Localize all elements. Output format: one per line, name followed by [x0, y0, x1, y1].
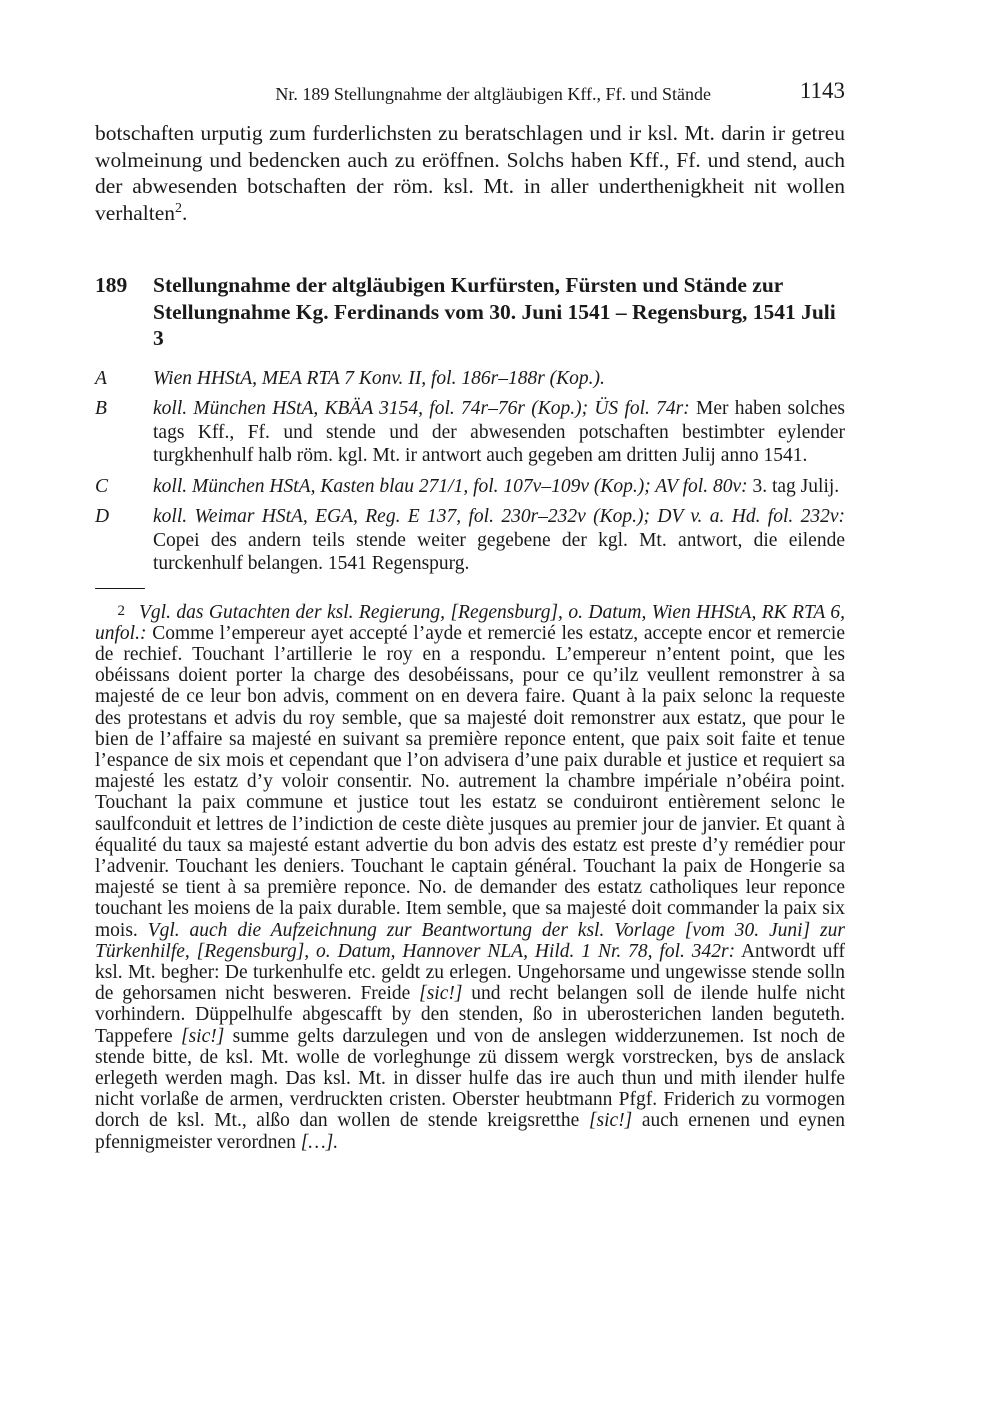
source-description: Mer haben solches tags Kff., Ff. und stende und der abwesenden potschaften bestimbter eylender turgkhenhulf halb röm. kgl. Mt. ir antwort auch gegeben am dritten Julij anno 1541. [153, 398, 845, 466]
document-number: 189 [95, 273, 128, 297]
source-description: Copei des andern teils stende weiter gegebene der kgl. Mt. antwort, die eilende turckenhulf belangen. 1541 Regenspurg. [153, 529, 845, 574]
source-text [153, 505, 845, 576]
footnote-divider [95, 588, 145, 589]
source-entry [95, 367, 845, 391]
continuation-text: botschaften urputig zum furderlichsten zu beratschlagen und ir ksl. Mt. darin ir getreu wolmeinung und bedencken auch zu eröffnen. Solchs haben Kff., Ff. und stend, auch der abwesenden botschaften der röm. ksl. Mt. in aller underthenigkheit nit wollen verhalten [95, 121, 845, 225]
continuation-paragraph [95, 120, 845, 226]
footnote-text: auch ernenen und eynen pfennigmeister verordnen [95, 1110, 845, 1153]
source-citation: koll. München HStA, Kasten blau 271/1, fol. 107v–109v (Kop.); AV fol. 80v: [153, 475, 748, 497]
source-description: 3. tag Julij. [747, 475, 840, 497]
footnote-citation: [sic!] [419, 983, 463, 1005]
source-label: C [95, 475, 109, 497]
footnote-body [95, 602, 845, 1153]
source-citation: koll. Weimar HStA, EGA, Reg. E 137, fol. 230r–232v (Kop.); DV v. a. Hd. fol. 232v: [153, 506, 845, 527]
continuation-end: . [182, 200, 188, 225]
document-page [95, 78, 845, 1172]
source-label: B [95, 398, 107, 419]
source-list [95, 367, 845, 576]
source-entry [95, 475, 845, 499]
source-text [153, 367, 845, 391]
document-heading [95, 272, 845, 352]
footnote-number: 2 [117, 602, 125, 619]
footnote-citation: […]. [300, 1131, 339, 1153]
footnote-citation: [sic!] [181, 1025, 225, 1047]
source-citation: koll. München HStA, KBÄA 3154, fol. 74r–76r (Kop.); ÜS fol. 74r: [153, 398, 690, 419]
footnote-reference[interactable]: 2 [175, 200, 182, 216]
footnote-citation: [sic!] [588, 1110, 633, 1132]
footnote-text: Antwordt uff ksl. Mt. begher: De turkenhulfe etc. geldt zu erlegen. Ungehorsame und ungewisse stende solln de gehorsamen nicht besweren. Freide [95, 940, 845, 1005]
source-text [153, 397, 845, 468]
page-number: 1143 [799, 78, 845, 103]
source-entry [95, 397, 845, 468]
running-head [95, 78, 845, 108]
source-label: D [95, 506, 110, 527]
document-title: Stellungnahme der altgläubigen Kurfürsten, Fürsten und Stände zur Stellungnahme Kg. Ferdinands vom 30. Juni 1541 – Regensburg, 1541 Juli 3 [153, 273, 836, 350]
source-text [153, 475, 845, 499]
footnote-text: Comme l’empereur ayet accepté l’ayde et remercié les estatz, accepte encor et remercie de rechief. Touchant l’artillerie le roy en a respondu. L’empereur n’entent point, que les obéissans doient porter la charge des desobéissans, pour ce qu’ilz veullent remonstrer à sa majesté de ce leur bon advis, comment on en devera faire. Quant à la paix selonc la requeste des protestans et advis du roy semble, que sa majesté doit remonstrer aux estatz, que pour le bien de l’affaire sa majesté en suivant sa première reponce entent, que paix soit faite et tenue l’espance de six mois et cependant que l’on advisera d’une paix durable et justice et requiert sa majesté les estatz d’y voloir consentir. No. autrement la chambre impériale n’obéira point. Touchant la paix commune et justice tout les estatz se conduiront entièrement selonc le saulfconduit et lettres de l’indiction de ceste diète jusques au premier jour de janvier. Et quant à équalité du taux sa majesté estant advertie du bon advis des estatz est preste d’y remédier pour l’advenir. Touchant les deniers. Touchant le captain général. Touchant la paix de Hongerie sa majesté se tient à sa première reponce. No. de demander des estatz catholiques leur reponce touchant les moiens de la paix durable. Item semble, que sa majesté doit commander la paix six mois. [95, 622, 845, 941]
source-label: A [95, 367, 107, 389]
source-entry [95, 505, 845, 576]
footnote-citation: Vgl. auch die Aufzeichnung zur Beantwortung der ksl. Vorlage [vom 30. Juni] zur Türkenhilfe, [Regensburg], o. Datum, Hannover NLA, Hild. 1 Nr. 78, fol. 342r: [95, 919, 845, 962]
running-title: Nr. 189 Stellungnahme der altgläubigen Kff., Ff. und Stände [275, 84, 711, 104]
source-citation: Wien HHStA, MEA RTA 7 Konv. II, fol. 186r–188r (Kop.). [153, 367, 605, 389]
footnote-citation: Vgl. das Gutachten der ksl. Regierung, [Regensburg], o. Datum, Wien HHStA, RK RTA 6, unfol.: [95, 601, 845, 644]
footnote [95, 601, 845, 1153]
footnote-text: und recht belangen soll de ilende hulfe nicht vorhindern. Düppelhulfe abgescafft by den stenden, ßo in uberosterichen landen beguteth. Tappefere [95, 983, 846, 1047]
footnote-text: summe gelts darzulegen und von de anslegen widderzunemen. Ist noch de stende bitte, de ksl. Mt. wolle de vorleghunge zü dissem wergk vorstrecken, bys de anslack erlegeth werden magh. Das ksl. Mt. in disser hulfe das ire auch thun und mith ilender hulfe nicht vorlaße de armen, verdruckten cristen. Oberster heubtmann Pfgf. Friderich zu vormogen dorch de ksl. Mt., alßo dan wollen de stende kreigsretthe [95, 1025, 845, 1132]
